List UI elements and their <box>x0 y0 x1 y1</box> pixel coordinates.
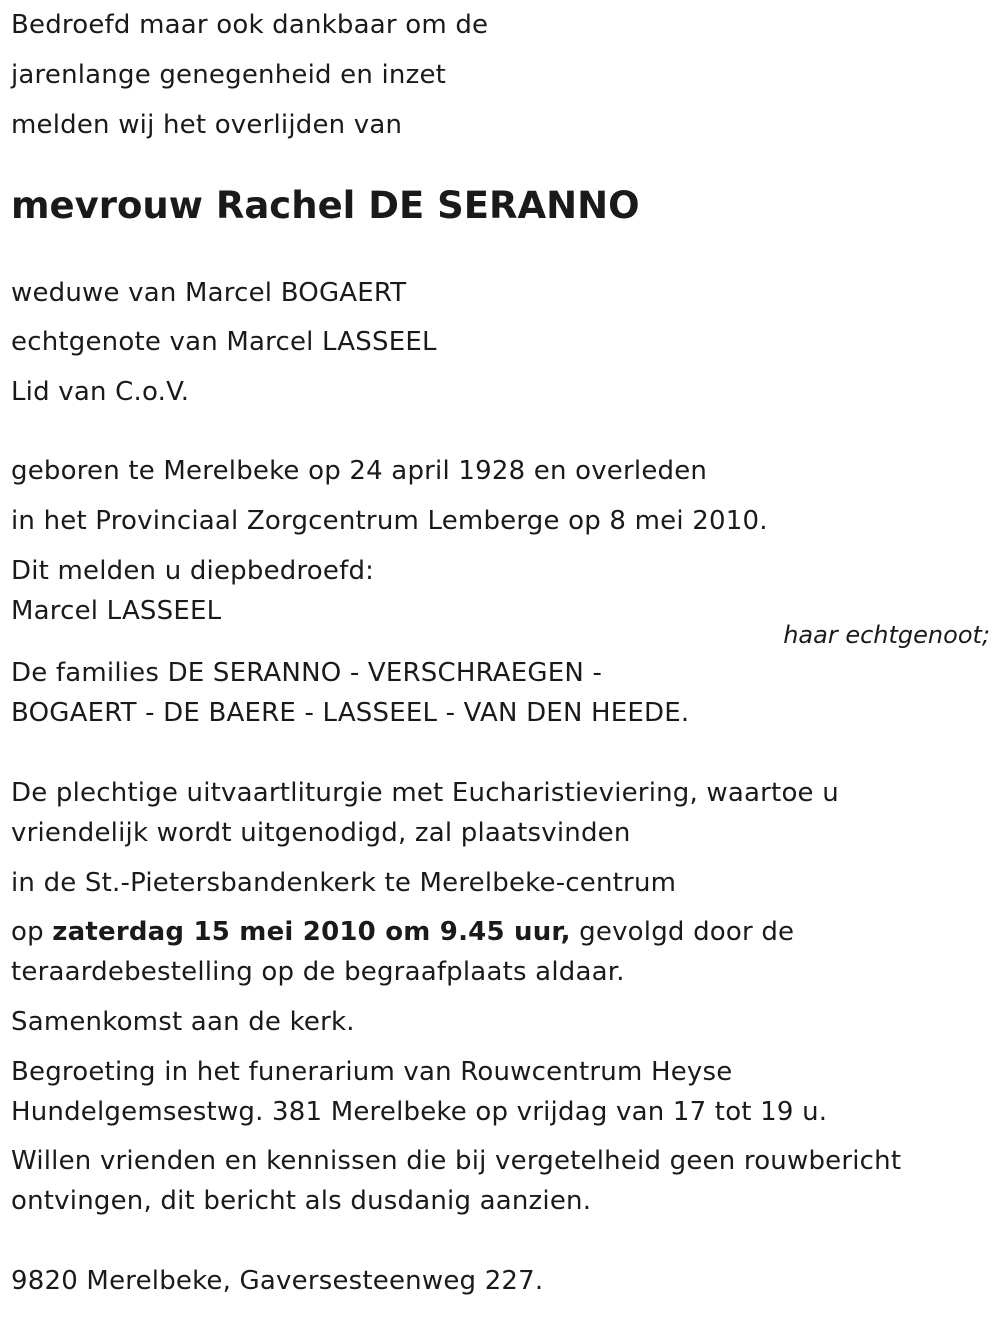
spouse-role: haar echtgenoot; <box>783 621 990 649</box>
funeral-line-5: teraardebestelling op de begraafplaats aldaar. <box>11 957 625 987</box>
intro-line-1: Bedroefd maar ook dankbaar om de <box>11 10 489 40</box>
relation-widow: weduwe van Marcel BOGAERT <box>11 278 407 308</box>
notice-line-2: ontvingen, dit bericht als dusdanig aanzien. <box>11 1186 592 1216</box>
address: 9820 Merelbeke, Gaversesteenweg 227. <box>11 1266 544 1296</box>
greeting-line-2: Hundelgemsestwg. 381 Merelbeke op vrijdag van 17 tot 19 u. <box>11 1097 828 1127</box>
intro-line-3: melden wij het overlijden van <box>11 110 403 140</box>
death-line: in het Provinciaal Zorgcentrum Lemberge op 8 mei 2010. <box>11 506 768 536</box>
announcers-heading: Dit melden u diepbedroefd: <box>11 556 375 586</box>
relation-member: Lid van C.o.V. <box>11 377 190 407</box>
meeting-line: Samenkomst aan de kerk. <box>11 1007 355 1037</box>
funeral-line-2: vriendelijk wordt uitgenodigd, zal plaatsvinden <box>11 818 631 848</box>
funeral-date-prefix: op <box>11 917 53 947</box>
funeral-line-3: in de St.-Pietersbandenkerk te Merelbeke-centrum <box>11 868 677 898</box>
intro-line-2: jarenlange genegenheid en inzet <box>11 60 447 90</box>
deceased-name: mevrouw Rachel DE SERANNO <box>11 184 640 227</box>
notice-line-1: Willen vrienden en kennissen die bij vergetelheid geen rouwbericht <box>11 1146 902 1176</box>
funeral-date-line <box>11 916 794 948</box>
funeral-date-suffix: gevolgd door de <box>570 917 795 947</box>
funeral-date: zaterdag 15 mei 2010 om 9.45 uur, <box>52 917 571 947</box>
spouse-name: Marcel LASSEEL <box>11 596 222 626</box>
birth-line: geboren te Merelbeke op 24 april 1928 en overleden <box>11 456 708 486</box>
families-line-2: BOGAERT - DE BAERE - LASSEEL - VAN DEN HEEDE. <box>11 698 690 728</box>
greeting-line-1: Begroeting in het funerarium van Rouwcentrum Heyse <box>11 1057 733 1087</box>
families-line-1: De families DE SERANNO - VERSCHRAEGEN - <box>11 658 603 688</box>
funeral-line-1: De plechtige uitvaartliturgie met Eucharistieviering, waartoe u <box>11 778 839 808</box>
relation-spouse: echtgenote van Marcel LASSEEL <box>11 327 437 357</box>
